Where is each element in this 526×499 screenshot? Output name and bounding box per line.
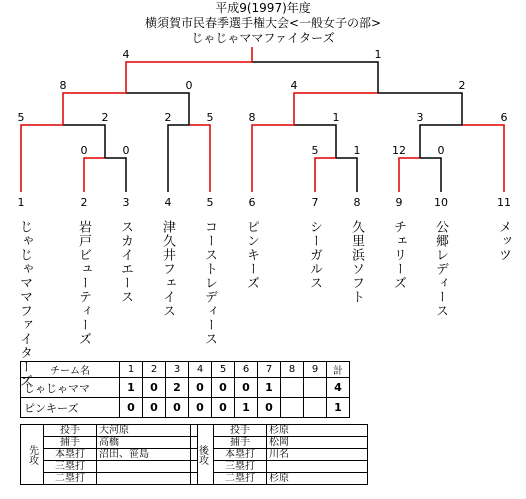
player-names: 川名 (267, 449, 368, 461)
line-t1-r2 (21, 125, 63, 192)
team-name-8: 久里浜ソフト (349, 220, 364, 304)
header-total: 計 (327, 362, 350, 378)
inning-score: 0 (212, 398, 235, 418)
page-title: 平成9(1997)年度 (215, 1, 311, 15)
role-label: 三塁打 (44, 461, 97, 473)
inning-score (281, 398, 304, 418)
score-r2-1v23-left: 5 (17, 111, 25, 124)
role-label: 投手 (44, 425, 97, 437)
player-names (97, 461, 198, 473)
line-sa-left (63, 93, 126, 125)
player-names: 杉原 (267, 425, 368, 437)
header-inning-2: 2 (143, 362, 166, 378)
inning-score (304, 378, 327, 398)
inning-score: 2 (166, 378, 189, 398)
score-r2-6v78-right: 1 (332, 111, 340, 124)
player-names: 杉原 (267, 473, 368, 485)
total-score: 4 (327, 378, 350, 398)
team-name-11: メッツ (496, 220, 511, 262)
tournament-name: 横須賀市民春季選手権大会<一般女子の部> (144, 16, 382, 30)
role-label: 本塁打 (44, 449, 97, 461)
score-r1-7v8-left: 5 (311, 144, 319, 157)
player-names: 沼田、笹島 (97, 449, 198, 461)
role-label: 捕手 (214, 437, 267, 449)
seed-9: 9 (395, 196, 403, 209)
inning-score: 0 (189, 398, 212, 418)
score-r1-2v3-left: 0 (80, 144, 88, 157)
header-inning-5: 5 (212, 362, 235, 378)
total-score: 1 (327, 398, 350, 418)
line-sa-right (126, 93, 189, 125)
line-t5-r2 (189, 125, 210, 192)
score-r2-910v11-right: 6 (500, 111, 508, 124)
champion-name: じゃじゃママファイターズ (191, 31, 335, 45)
line-final-right (252, 62, 378, 93)
seed-4: 4 (164, 196, 172, 209)
line-t2-r1 (84, 158, 105, 192)
seed-8: 8 (353, 196, 361, 209)
team-name-9: チェリーズ (391, 220, 406, 290)
inning-score: 0 (212, 378, 235, 398)
inning-score (304, 398, 327, 418)
score-r2-4v5-right: 5 (206, 111, 214, 124)
line-t11-r2 (462, 125, 504, 192)
score-r1-9v10-right: 0 (437, 144, 445, 157)
inning-score: 0 (166, 398, 189, 418)
team-name-10: 公郷レディース (433, 220, 448, 318)
seed-5: 5 (206, 196, 214, 209)
line-t7-r1 (315, 158, 336, 192)
header-inning-8: 8 (281, 362, 304, 378)
score-r1-2v3-right: 0 (122, 144, 130, 157)
seed-3: 3 (122, 196, 130, 209)
seed-6: 6 (248, 196, 256, 209)
side-label-first: 先攻 (21, 425, 44, 485)
scoreboard-team: じゃじゃママ (21, 378, 120, 398)
inning-score (281, 378, 304, 398)
line-t3-r1 (105, 158, 126, 192)
role-label: 二塁打 (214, 473, 267, 485)
line-t6-r2 (252, 125, 294, 192)
team-name-5: コーストレディース (202, 220, 217, 346)
inning-score: 1 (120, 378, 143, 398)
stats-second-batting (190, 424, 368, 485)
team-name-4: 津久井フェイス (160, 220, 175, 318)
line-t8-r1 (336, 158, 357, 192)
inning-score: 0 (189, 378, 212, 398)
team-name-6: ピンキーズ (244, 220, 259, 290)
team-name-7: シーガルス (307, 220, 322, 290)
seed-10: 10 (434, 196, 448, 209)
header-inning-1: 1 (120, 362, 143, 378)
player-names: 松岡 (267, 437, 368, 449)
role-label: 本塁打 (214, 449, 267, 461)
role-label: 捕手 (44, 437, 97, 449)
score-r1-9v10-left: 12 (392, 144, 406, 157)
player-names (267, 461, 368, 473)
header-inning-6: 6 (235, 362, 258, 378)
inning-score: 0 (143, 378, 166, 398)
player-names: 大河原 (97, 425, 198, 437)
scoreboard-team: ピンキーズ (21, 398, 120, 418)
score-final-right: 1 (374, 48, 382, 61)
score-r1-7v8-right: 1 (353, 144, 361, 157)
scoreboard-header-row (21, 362, 350, 378)
team-name-3: スカイエース (118, 220, 133, 304)
player-names (97, 473, 198, 485)
inning-score: 1 (258, 378, 281, 398)
score-r2-4v5-left: 2 (164, 111, 172, 124)
line-t10-r1 (420, 158, 441, 192)
seed-1: 1 (17, 196, 25, 209)
header-inning-9: 9 (304, 362, 327, 378)
seed-7: 7 (311, 196, 319, 209)
player-names: 高橋 (97, 437, 198, 449)
stats-first-batting (20, 424, 198, 485)
team-name-1: じゃじゃママファイターズ (17, 220, 32, 388)
role-label: 三塁打 (214, 461, 267, 473)
score-sa-left: 8 (59, 79, 67, 92)
score-r2-6v78-left: 8 (248, 111, 256, 124)
score-sb-right: 2 (458, 79, 466, 92)
score-r2-910v11-left: 3 (416, 111, 424, 124)
inning-score: 0 (120, 398, 143, 418)
score-final-left: 4 (122, 48, 130, 61)
header-team: チーム名 (21, 362, 120, 378)
side-label-second: 後攻 (191, 425, 214, 485)
inning-score: 1 (235, 398, 258, 418)
score-r2-1v23-right: 2 (101, 111, 109, 124)
scoreboard-row-second (21, 398, 350, 418)
seed-2: 2 (80, 196, 88, 209)
header-inning-3: 3 (166, 362, 189, 378)
role-label: 投手 (214, 425, 267, 437)
final-scoreboard (20, 361, 350, 418)
score-sa-right: 0 (185, 79, 193, 92)
header-inning-4: 4 (189, 362, 212, 378)
seed-11: 11 (497, 196, 511, 209)
score-sb-left: 4 (290, 79, 298, 92)
team-name-2: 岩戸ビューティーズ (76, 220, 91, 346)
header-inning-7: 7 (258, 362, 281, 378)
line-t9-r1 (399, 158, 420, 192)
role-label: 二塁打 (44, 473, 97, 485)
inning-score: 0 (143, 398, 166, 418)
inning-score: 0 (235, 378, 258, 398)
line-t4-r2 (168, 125, 189, 192)
inning-score: 0 (258, 398, 281, 418)
scoreboard-row-first (21, 378, 350, 398)
